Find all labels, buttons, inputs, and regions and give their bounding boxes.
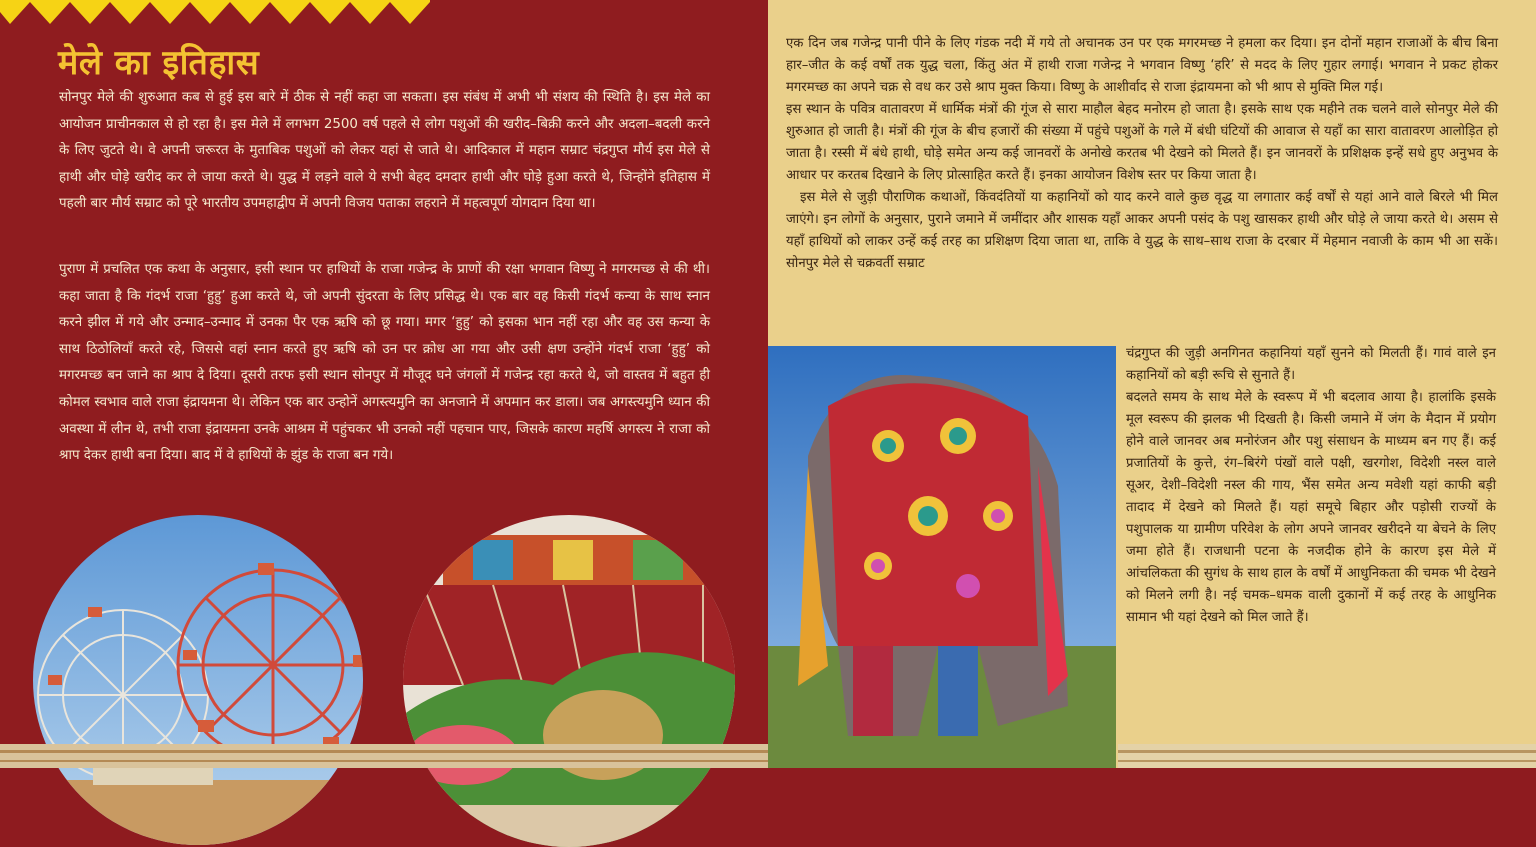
ferris-wheel-photo xyxy=(33,515,363,845)
fabric-border-left xyxy=(0,744,768,768)
fair-sculpture-photo xyxy=(403,515,735,847)
story-paragraph-5: बदलते समय के साथ मेले के स्वरूप में भी बदलाव आया है। हालांकि इसके मूल स्वरूप की झलक भी दिखती है। किसी जमाने में जंग के मैदान में प्रयोग होने वाले जानवर अब मनोरंजन और पशु संसाधन के माध्यम बन गए हैं। कई प्रजातियों के कुत्ते, रंग–बिरंगे पंखों वाले पक्षी, खरगोश, विदेशी नस्ल वाले सूअर, देशी–विदेशी नस्ल की गाय, भैंस समेत अन्य मवेशी यहां काफी बड़ी तादाद में देखने को मिलते हैं। यहां समूचे बिहार और पड़ोसी राज्यों के पशुपालक या ग्रामीण परिवेश के लोग अपने जानवर खरीदने या बेचने के लिए जमा होते हैं। राजधानी पटना के नजदीक होने के कारण इस मेले में आंचलिकता की सुगंध के साथ हाल के वर्षों में आधुनिकता की चमक भी देखने को मिलने लगी है। नई चमक–धमक वाली दुकानों में कई तरह के आधुनिक सामान भी यहां देखने को मिल जाते हैं। xyxy=(1126,390,1496,625)
story-paragraph-3: इस मेले से जुड़ी पौराणिक कथाओं, किंवदंतियों या कहानियों को याद करने वाले कुछ वृद्ध या लगातार कई वर्षों से यहां आने वाले बिरले भी मिल जाएंगे। इन लोगों के अनुसार, पुराने जमाने में जमींदार और शासक यहाँ आकर अपनी पसंद के पशु खासकर हाथी और घोड़े ले जाया करते थे। असम से यहाँ हाथियों को लाकर उन्हें कई तरह का प्रशिक्षण दिया जाता था, ताकि वे युद्ध के साथ–साथ राजा के दरबार में मेहमान नवाजी के काम भी आ सकें। सोनपुर मेले से चक्रवर्ती सम्राट xyxy=(786,190,1498,271)
zigzag-border xyxy=(0,0,430,24)
page-title: मेले का इतिहास xyxy=(58,43,260,83)
left-page xyxy=(0,0,768,768)
history-paragraph-2: पुराण में प्रचलित एक कथा के अनुसार, इसी स्थान पर हाथियों के राजा गजेन्द्र के प्राणों की रक्षा भगवान विष्णु ने मगरमच्छ से की थी। कहा जाता है कि गंदर्भ राजा ‘हुहु’ हुआ करते थे, जो अपनी सुंदरता के लिए प्रसिद्ध थे। एक बार वह किसी गंदर्भ कन्या के साथ स्नान करने झील में गये और उन्माद–उन्माद में उनका पैर एक ऋषि को छू गया। मगर ‘हुहु’ को इसका भान नहीं रहा और वह उस कन्या के साथ ठिठोलियाँ करते रहे, जिससे वहां स्नान करते हुए ऋषि को उन पर क्रोध आ गया और उसी क्षण उन्होंने गंदर्भ राजा ‘हुहु’ को मगरमच्छ बन जाने का श्राप दे दिया। दूसरी तरफ इसी स्थान सोनपुर में मौजूद घने जंगलों में गजेन्द्र रहा करते थे, जो वास्तव में बहुत ही कोमल स्वभाव वाले राजा इंद्रायमना थे। लेकिन एक बार उन्होनें अगस्त्यमुनि का अनजाने में अपमान कर डाला। जब अगस्त्यमुनि ध्यान की अवस्था में लीन थे, तभी राजा इंद्रायमना उनके आश्रम में पहुंचकर भी उनको नहीं पहचान पाए, जिसके कारण महर्षि अगस्त्य ने राजा को श्राप देकर हाथी बना दिया। बाद में वे हाथियों के झुंड के राजा बन गये। xyxy=(59,262,710,464)
fabric-border-right xyxy=(1118,744,1536,768)
story-paragraph-1: एक दिन जब गजेन्द्र पानी पीने के लिए गंडक नदी में गये तो अचानक उन पर एक मगरमच्छ ने हमला कर दिया। इन दोनों महान राजाओं के बीच बिना हार–जीत के कई वर्षों तक युद्ध चला, किंतु अंत में हाथी राजा गजेन्द्र ने भगवान विष्णु ‘हरि’ से मदद के लिए गुहार लगाई। भगवान ने प्रकट होकर मगरमच्छ का अपने चक्र से वध कर उसे श्राप मुक्त किया। विष्णु के आशीर्वाद से राजा इंद्रायमना को भी श्राप से मुक्ति मिल गई। इस स्थान के पवित्र वातावरण में धार्मिक मंत्रों की गूंज से सारा माहौल बेहद मनोरम हो जाता है। इसके साथ एक महीने तक चलने वाले सोनपुर मेले की शुरुआत हो जाती है। मंत्रों की गूंज के बीच हजारों की संख्या में पहुंचे पशुओं के गले में बंधी घंटियों की आवाज से यहाँ का सारा वातावरण आलोड़ित हो जाता है। रस्सी में बंधे हाथी, घोड़े समेत अन्य कई जानवरों के अनोखे करतब भी देखने को मिलते हैं। इन जानवरों के प्रशिक्षक इन्हें सधे हुए अनुभव के आधार पर करतब दिखाने के लिए प्रोत्साहित करते हैं। इनका आयोजन विशेष स्तर पर किया जाता है। इस मेले से जुड़ी पौराणिक कथाओं, किंवदंतियों या कहानियों को याद करने वाले कुछ वृद्ध या लगातार कई वर्षों से यहां आने वाले बिरले भी मिल जाएंगे। इन लोगों के अनुसार, पुराने जमाने में जमींदार और शासक यहाँ आकर अपनी पसंद के पशु खासकर हाथी और घोड़े ले जाया करते थे। असम से यहाँ हाथियों को लाकर उन्हें कई तरह का प्रशिक्षण दिया जाता था, ताकि वे युद्ध के साथ–साथ राजा के दरबार में मेहमान नवाजी के काम भी आ सकें। सोनपुर मेले से चक्रवर्ती सम्राट xyxy=(786,36,1498,271)
history-paragraph-1: सोनपुर मेले की शुरुआत कब से हुई इस बारे में ठीक से नहीं कहा जा सकता। इस संबंध में अभी भी संशय की स्थिति है। इस मेले का आयोजन प्राचीनकाल से हो रहा है। इस मेले में लगभग 2500 वर्ष पहले से लोग पशुओं की खरीद–बिक्री करने और अदला–बदली करने के लिए जुटते थे। वे अपनी जरूरत के मुताबिक पशुओं को लेकर यहां से जाते थे। आदिकाल में महान सम्राट चंद्रगुप्त मौर्य इस मेले से हाथी और घोड़े खरीद कर ले जाया करते थे। युद्ध में लड़ने वाले ये सभी बेहद दमदार हाथी और घोड़े हुआ करते थे, जिन्होंने इतिहास में पहली बार मौर्य सम्राट को पूरे भारतीय उपमहाद्वीप में अपनी विजय पताका लहराने में महत्वपूर्ण योगदान दिया था। xyxy=(59,90,710,212)
decorated-elephant-photo xyxy=(768,346,1116,768)
story-paragraph-2: इस स्थान के पवित्र वातावरण में धार्मिक मंत्रों की गूंज से सारा माहौल बेहद मनोरम हो जाता है। इसके साथ एक महीने तक चलने वाले सोनपुर मेले की शुरुआत हो जाती है। मंत्रों की गूंज के बीच हजारों की संख्या में पहुंचे पशुओं के गले में बंधी घंटियों की आवाज से यहाँ का सारा वातावरण आलोड़ित हो जाता है। रस्सी में बंधे हाथी, घोड़े समेत अन्य कई जानवरों के अनोखे करतब भी देखने को मिलते हैं। इन जानवरों के प्रशिक्षक इन्हें सधे हुए अनुभव के आधार पर करतब दिखाने के लिए प्रोत्साहित करते हैं। इनका आयोजन विशेष स्तर पर किया जाता है। xyxy=(786,102,1498,183)
story-paragraph-4: चंद्रगुप्त की जुड़ी अनगिनत कहानियां यहाँ सुनने को मिलती हैं। गावं वाले इन कहानियों को बड़ी रूचि से सुनाते हैं। बदलते समय के साथ मेले के स्वरूप में भी बदलाव आया है। हालांकि इसके मूल स्वरूप की झलक भी दिखती है। किसी जमाने में जंग के मैदान में प्रयोग होने वाले जानवर अब मनोरंजन और पशु संसाधन के माध्यम बन गए हैं। कई प्रजातियों के कुत्ते, रंग–बिरंगे पंखों वाले पक्षी, खरगोश, विदेशी नस्ल वाले सूअर, देशी–विदेशी नस्ल की गाय, भैंस समेत अन्य मवेशी यहां काफी बड़ी तादाद में देखने को मिलते हैं। यहां समूचे बिहार और पड़ोसी राज्यों के पशुपालक या ग्रामीण परिवेश के लोग अपने जानवर खरीदने या बेचने के लिए जमा होते हैं। राजधानी पटना के नजदीक होने के कारण इस मेले में आंचलिकता की सुगंध के साथ हाल के वर्षों में आधुनिकता की चमक भी देखने को मिलने लगी है। नई चमक–धमक वाली दुकानों में कई तरह के आधुनिक सामान भी यहां देखने को मिल जाते हैं। xyxy=(1126,346,1496,625)
